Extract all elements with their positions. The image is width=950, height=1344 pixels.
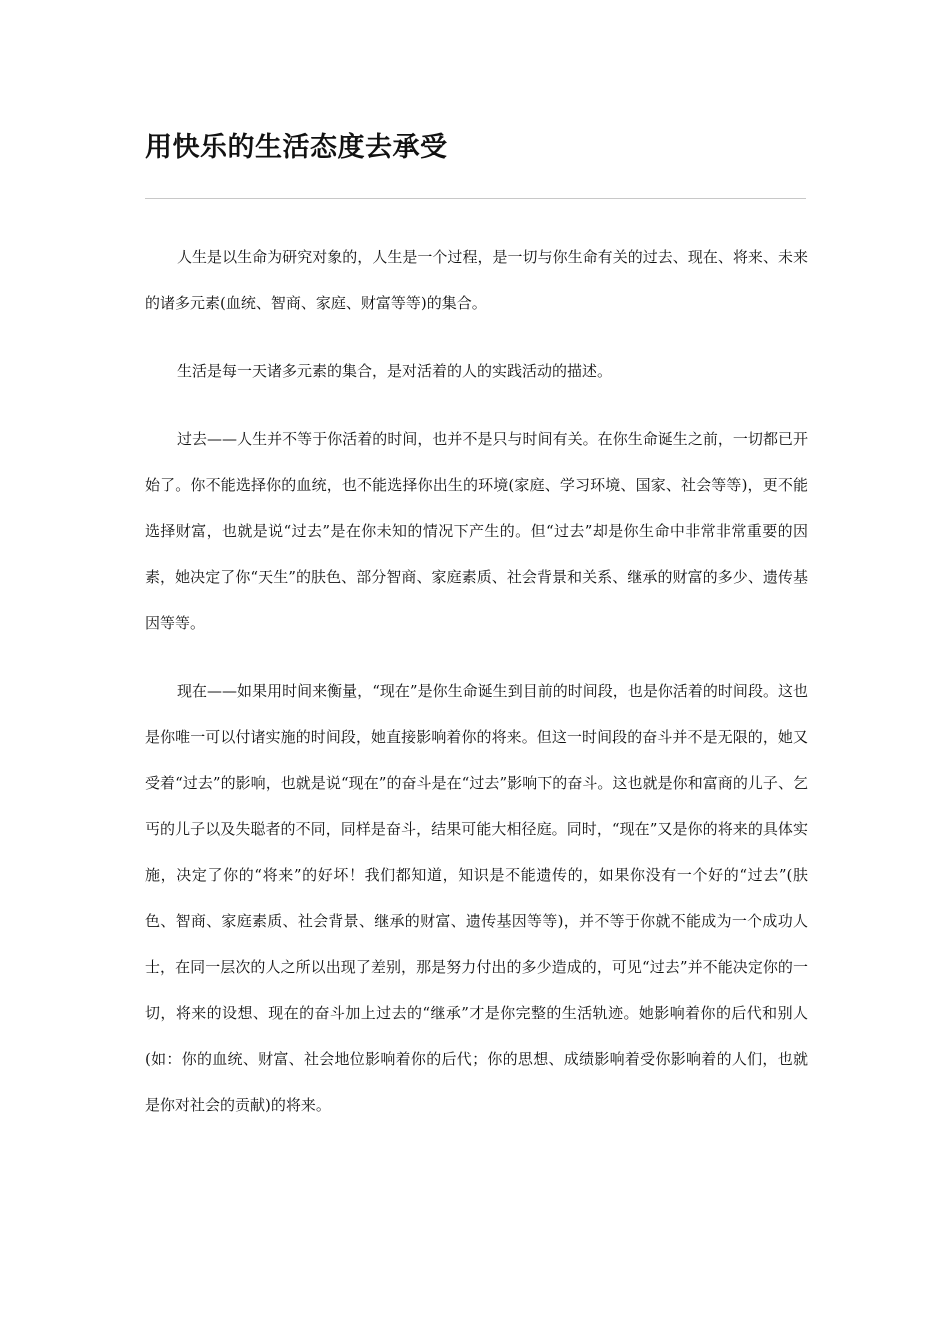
document-body (145, 234, 808, 1150)
paragraph-life-definition: 人生是以生命为研究对象的，人生是一个过程，是一切与你生命有关的过去、现在、将来、未来的诸多元素(血统、智商、家庭、财富等等)的集合。 (145, 248, 808, 312)
paragraph-present: 现在——如果用时间来衡量，“现在”是你生命诞生到目前的时间段，也是你活着的时间段。这也是你唯一可以付诸实施的时间段，她直接影响着你的将来。但这一时间段的奋斗并不是无限的，她又受着“过去”的影响，也就是说“现在”的奋斗是在“过去”影响下的奋斗。这也就是你和富商的儿子、乞丐的儿子以及失聪者的不同，同样是奋斗，结果可能大相径庭。同时，“现在”又是你的将来的具体实施，决定了你的“将来”的好坏！我们都知道，知识是不能遗传的，如果你没有一个好的“过去”(肤色、智商、家庭素质、社会背景、继承的财富、遗传基因等等)，并不等于你就不能成为一个成功人士，在同一层次的人之所以出现了差别，那是努力付出的多少造成的，可见“过去”并不能决定你的一切，将来的设想、现在的奋斗加上过去的“继承”才是你完整的生活轨迹。她影响着你的后代和别人(如：你的血统、财富、社会地位影响着你的后代；你的思想、成绩影响着受你影响着的人们，也就是你对社会的贡献)的将来。 (145, 682, 808, 1114)
title-divider (145, 198, 806, 199)
paragraph-living-definition: 生活是每一天诸多元素的集合，是对活着的人的实践活动的描述。 (177, 362, 613, 380)
paragraph-past: 过去——人生并不等于你活着的时间，也并不是只与时间有关。在你生命诞生之前，一切都已开始了。你不能选择你的血统，也不能选择你出生的环境(家庭、学习环境、国家、社会等等)，更不能选择财富，也就是说“过去”是在你未知的情况下产生的。但“过去”却是你生命中非常非常重要的因素，她决定了你“天生”的肤色、部分智商、家庭素质、社会背景和关系、继承的财富的多少、遗传基因等等。 (145, 430, 808, 632)
document-title: 用快乐的生活态度去承受 (145, 132, 448, 163)
